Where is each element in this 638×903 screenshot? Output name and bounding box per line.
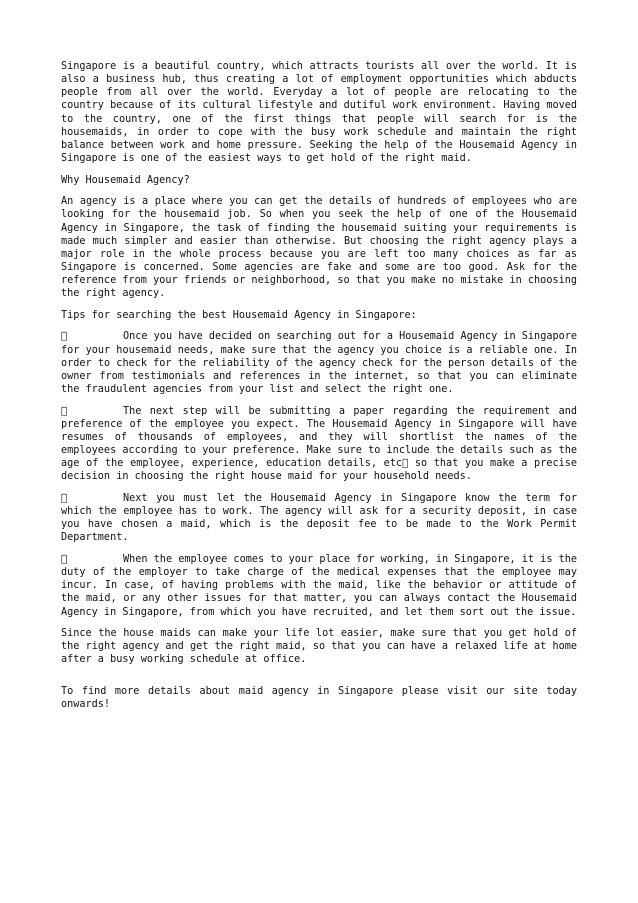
bullet-icon [61,492,123,505]
tip-item-2 [61,405,577,484]
tip-item-3 [61,492,577,545]
tip-text: The next step will be submitting a paper regarding the requirement and preference of the employee you expect. The Housemaid Agency in Singapore will have resumes of thousands of employees, and they will shortlist the names of the employees according to your preference. Make sure to include the details such as the age of the employee, experience, education details, etc so that you make a precise decision in choosing the right house maid for your household needs. [61,405,577,483]
tip-item-4 [61,553,577,619]
tip-text: When the employee comes to your place for working, in Singapore, it is the duty of the employer to take charge of the medical expenses that the employee may incur. In case, of having problems with the maid, like the behavior or attitude of the maid, or any other issues for that matter, you can always contact the Housemaid Agency in Singapore, from which you have recruited, and let them sort out the issue. [61,553,577,618]
closing-paragraph: Since the house maids can make your life lot easier, make sure that you get hold of the right agency and get the right maid, so that you can have a relaxed life at home after a busy working schedule at office. [61,628,577,666]
spacer [61,675,577,685]
why-heading: Why Housemaid Agency? [61,174,190,186]
tip-text: Next you must let the Housemaid Agency in Singapore know the term for which the employee has to work. The agency will ask for a security deposit, in case you have chosen a maid, which is the deposit fee to be made to the Work Permit Department. [61,492,577,544]
document-page [61,60,577,720]
tips-heading: Tips for searching the best Housemaid Agency in Singapore: [61,309,417,321]
intro-paragraph: Singapore is a beautiful country, which attracts tourists all over the world. It is also a business hub, thus creating a lot of employment opportunities which abducts people from all over the world. Everyday a lot of people are relocating to the country because of its cultural lifestyle and dutiful work environment. Having moved to the country, one of the first things that people will search for is the housemaids, in order to cope with the busy work schedule and maintain the right balance between work and home pressure. Seeking the help of the Housemaid Agency in Singapore is one of the easiest ways to get hold of the right maid. [61,61,577,165]
bullet-icon [61,553,123,566]
tip-text: Once you have decided on searching out for a Housemaid Agency in Singapore for your housemaid needs, make sure that the agency you choice is a reliable one. In order to check for the reliability of the agency check for the person details of the owner from testimonials and references in the internet, so that you can eliminate the fraudulent agencies from your list and select the right one. [61,331,577,395]
bullet-icon [61,405,123,418]
footer-paragraph: To find more details about maid agency in Singapore please visit our site today onwards! [61,685,577,711]
bullet-icon [61,330,123,343]
why-paragraph: An agency is a place where you can get the details of hundreds of employees who are looking for the housemaid job. So when you seek the help of one of the Housemaid Agency in Singapore, the task of finding the housemaid suiting your requirements is made much simpler and easier than otherwise. But choosing the right agency plays a major role in the whole process because you are left too many choices as far as Singapore is concerned. Some agencies are fake and some are too good. Ask for the reference from your friends or neighborhood, so that you make no mistake in choosing the right agency. [61,196,577,300]
tip-item-1 [61,330,577,396]
